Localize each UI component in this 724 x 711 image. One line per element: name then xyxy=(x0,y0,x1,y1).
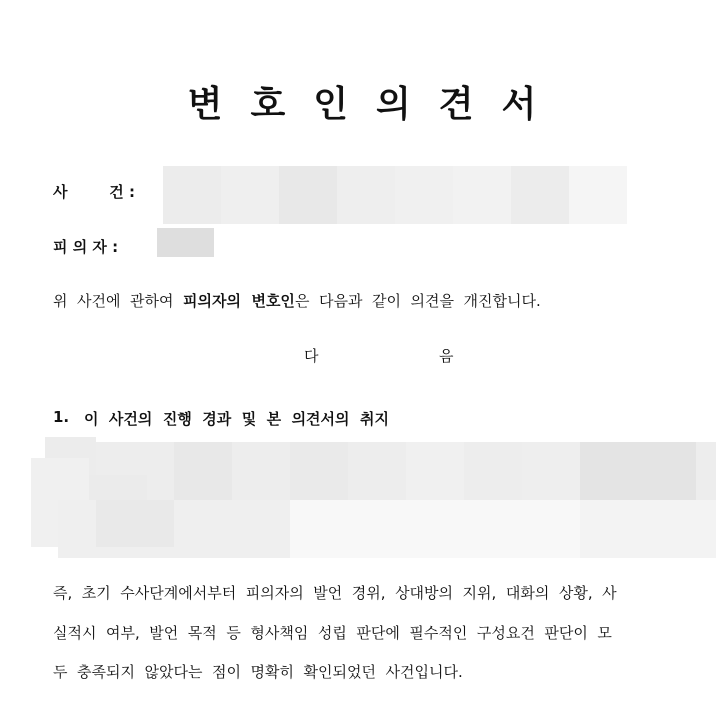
section-number: 1. xyxy=(53,408,70,426)
body-line: 실적시 여부, 발언 목적 등 형사책임 성립 판단에 필수적인 구성요건 판단이 모 xyxy=(53,624,612,642)
section-title: 이 사건의 진행 경과 및 본 의견서의 취지 xyxy=(84,410,389,428)
suspect-label: 피 의 자 : xyxy=(53,238,119,256)
heading-right: 음 xyxy=(439,347,454,365)
suspect-redaction xyxy=(157,228,214,257)
intro-sentence xyxy=(53,290,541,311)
intro-bold: 피의자의 변호인 xyxy=(183,292,295,310)
body-line: 즉, 초기 수사단계에서부터 피의자의 발언 경위, 상대방의 지위, 대화의 상황, 사 xyxy=(53,584,617,602)
case-label: 사 건 : xyxy=(53,183,135,201)
heading-left: 다 xyxy=(304,347,319,365)
document-title: 변호인의견서 xyxy=(187,84,565,125)
body-line: 두 충족되지 않았다는 점이 명확히 확인되었던 사건입니다. xyxy=(53,663,463,681)
intro-post: 은 다음과 같이 의견을 개진합니다. xyxy=(294,292,541,310)
intro-pre: 위 사건에 관하여 xyxy=(53,292,184,310)
